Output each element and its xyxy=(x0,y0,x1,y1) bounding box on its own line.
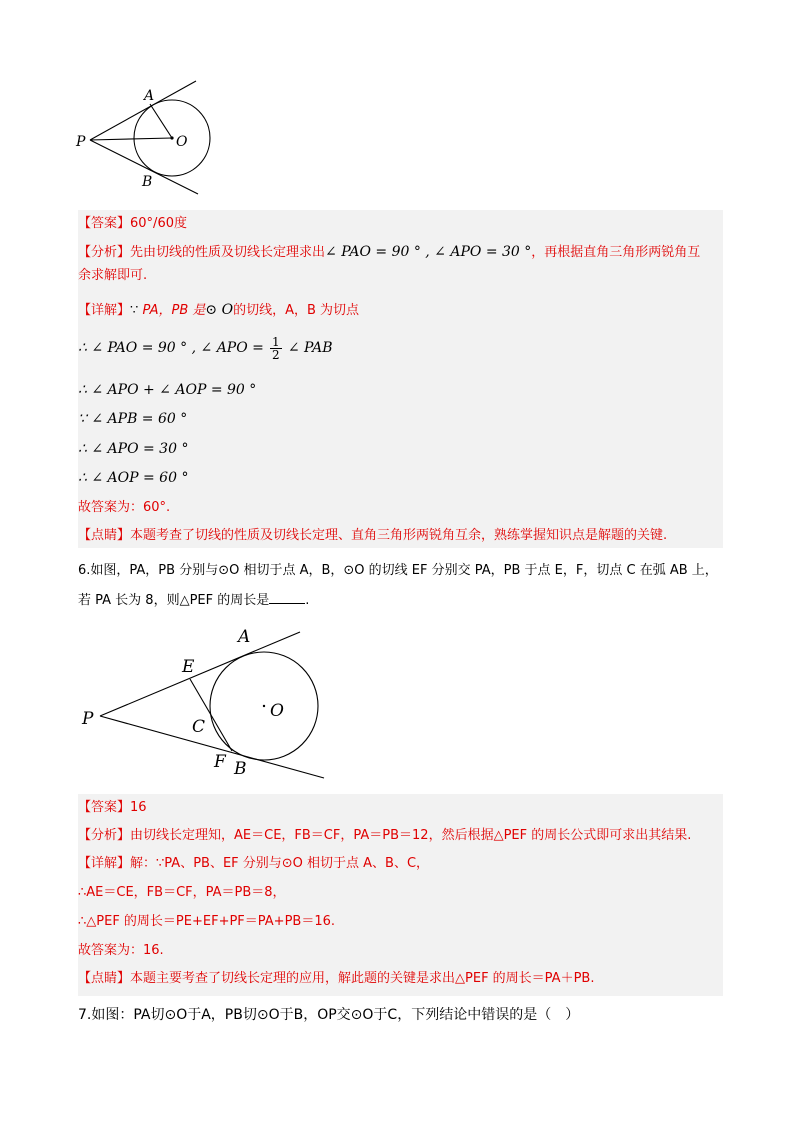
label-f: F xyxy=(214,752,226,772)
q6-question-line-2 xyxy=(78,590,309,612)
center-point xyxy=(263,705,265,707)
q7-question: 7.如图：PA切⊙O于A，PB切⊙O于B，OP交⊙O于C，下列结论中错误的是（ ） xyxy=(78,1007,580,1023)
fraction-numerator: 1 xyxy=(272,335,280,349)
fraction-denominator: 2 xyxy=(272,348,280,362)
tangent-line-pa xyxy=(90,81,196,140)
q6-detail-line xyxy=(78,854,429,874)
q6-comment-line xyxy=(78,969,594,989)
label-b: B xyxy=(142,174,153,190)
answer-tag: 【答案】 xyxy=(78,216,131,231)
q5-answer-line xyxy=(78,214,187,234)
label-e: E xyxy=(182,657,195,677)
tangent-line-pb xyxy=(100,716,324,778)
comment-text: 本题考查了切线的性质及切线长定理、直角三角形两锐角互余，熟练掌握知识点是解题的关键. xyxy=(130,528,668,543)
label-o: O xyxy=(176,134,188,150)
q6-detail-step-2: ∴AE＝CE，FB＝CF，PA＝PB＝8， xyxy=(78,885,286,900)
q6-question-line-1: 6.如图，PA，PB 分别与⊙O 相切于点 A，B，⊙O 的切线 EF 分别交 PA，PB 于点 E，F，切点 C 在弧 AB 上， xyxy=(78,563,718,578)
detail-text: PA，PB 是 xyxy=(142,303,206,318)
answer-value: 16 xyxy=(130,800,147,815)
label-b: B xyxy=(234,759,247,779)
label-a: A xyxy=(144,88,155,104)
analysis-text-cont: ，再根据直角三角形两锐角互 xyxy=(531,245,701,260)
analysis-text: 由切线长定理知，AE＝CE，FB＝CF，PA＝PB＝12，然后根据△PEF 的周长公式即可求出其结果. xyxy=(130,828,692,843)
segment-ao xyxy=(150,104,172,138)
label-p: P xyxy=(82,709,94,729)
analysis-tag: 【分析】 xyxy=(78,828,131,843)
q5-analysis-line-2 xyxy=(78,266,147,286)
label-p: P xyxy=(76,134,86,150)
center-point xyxy=(170,136,173,139)
segment-po xyxy=(90,138,172,140)
answer-tag: 【答案】 xyxy=(78,800,131,815)
because-symbol: ∵ xyxy=(130,303,139,318)
label-c: C xyxy=(192,717,206,737)
detail-tag: 【详解】 xyxy=(78,303,131,318)
q5-step-1 xyxy=(78,334,333,363)
q6-solution-block xyxy=(78,794,723,996)
q5-step-3: ∵ ∠ APB = 60 ° xyxy=(78,411,188,427)
q6-analysis-line xyxy=(78,826,691,846)
comment-text: 本题主要考查了切线长定理的应用，解此题的关键是求出△PEF 的周长＝PA＋PB. xyxy=(130,971,595,986)
q5-step-4: ∴ ∠ APO = 30 ° xyxy=(78,441,189,457)
step-1-text: ∴ ∠ PAO = 90 ° , ∠ APO = xyxy=(78,340,264,356)
answer-value: 60°/60度 xyxy=(130,216,187,231)
comment-tag: 【点睛】 xyxy=(78,528,131,543)
detail-tag: 【详解】 xyxy=(78,856,131,871)
q5-solution-block xyxy=(78,210,723,548)
q6-detail-step-3: ∴△PEF 的周长＝PE+EF+PF＝PA+PB＝16. xyxy=(78,914,336,929)
q5-analysis-line-1 xyxy=(78,242,700,263)
figure-1-tangent-diagram xyxy=(72,78,222,196)
detail-text-cont: 的切线，A，B 为切点 xyxy=(233,303,360,318)
q5-comment-line xyxy=(78,526,667,546)
comment-tag: 【点睛】 xyxy=(78,971,131,986)
q5-step-2: ∴ ∠ APO + ∠ AOP = 90 ° xyxy=(78,382,257,398)
q5-conclusion: 故答案为：60°. xyxy=(78,500,171,515)
q6-conclusion: 故答案为：16. xyxy=(78,943,164,958)
q6-question-text: 若 PA 长为 8，则△PEF 的周长是 xyxy=(78,593,270,608)
detail-text: 解：∵PA、PB、EF 分别与⊙O 相切于点 A、B、C， xyxy=(130,856,430,871)
q6-question-period: . xyxy=(305,593,310,608)
analysis-text-end: 余求解即可. xyxy=(78,268,148,283)
fraction-one-half xyxy=(270,336,282,361)
step-1-angle: ∠ PAB xyxy=(287,340,333,356)
q5-step-5: ∴ ∠ AOP = 60 ° xyxy=(78,470,189,486)
label-o: O xyxy=(270,701,284,721)
label-a: A xyxy=(238,627,251,647)
analysis-text: 先由切线的性质及切线长定理求出 xyxy=(130,245,326,260)
q5-detail-line xyxy=(78,300,359,321)
analysis-math: ∠ PAO = 90 ° , ∠ APO = 30 ° xyxy=(325,244,532,260)
answer-blank xyxy=(269,591,305,604)
circle-o-symbol: ⊙ O xyxy=(205,302,234,318)
figure-2-tangent-diagram xyxy=(78,622,338,782)
analysis-tag: 【分析】 xyxy=(78,245,131,260)
q6-answer-line xyxy=(78,798,147,818)
